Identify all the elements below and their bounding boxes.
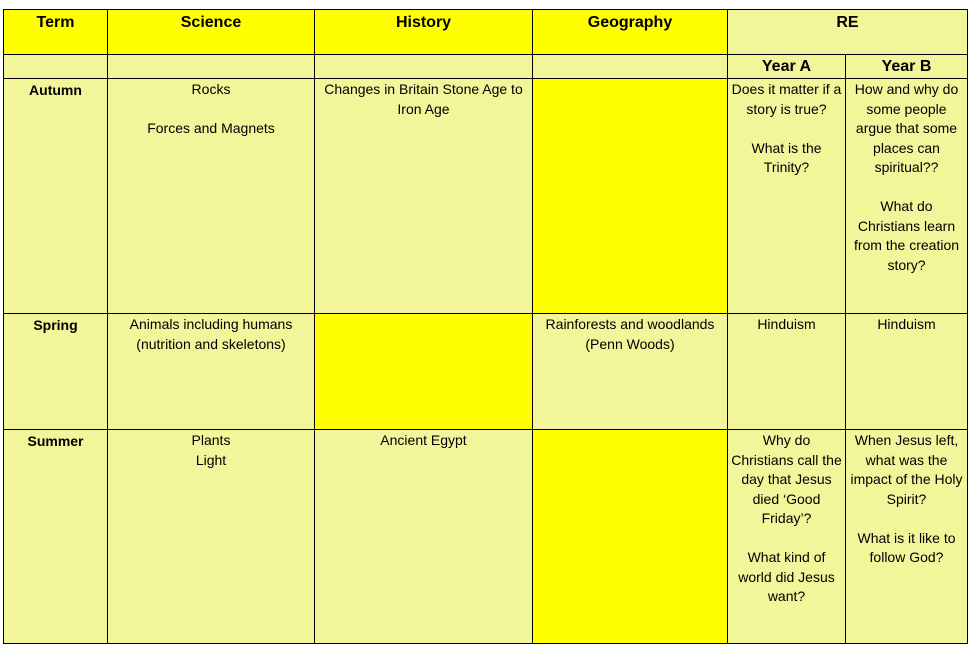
subheader-history-empty [315, 55, 533, 79]
autumn-history-line: Changes in Britain Stone Age to Iron Age [324, 81, 523, 117]
header-science: Science [108, 10, 315, 55]
summer-re-a-line: Why do Christians call the day that Jesus died ‘Good Friday’? [731, 432, 842, 526]
subheader-row [4, 55, 968, 79]
autumn-re-year-b [846, 79, 968, 314]
row-summer [4, 430, 968, 644]
term-summer: Summer [4, 430, 108, 644]
autumn-science-line: Forces and Magnets [147, 120, 275, 136]
summer-history-line: Ancient Egypt [380, 432, 467, 448]
autumn-re-b-line: How and why do some people argue that some places can spiritual?? [854, 81, 959, 175]
curriculum-table [3, 9, 968, 644]
summer-re-b-line: When Jesus left, what was the impact of the Holy Spirit? [850, 432, 963, 507]
autumn-re-a-line: What is the Trinity? [751, 139, 822, 175]
autumn-re-a-line: Does it matter if a story is true? [731, 81, 842, 117]
spring-geography-line: Rainforests and woodlands (Penn Woods) [545, 316, 715, 352]
subheader-science-empty [108, 55, 315, 79]
row-spring [4, 314, 968, 430]
autumn-science [108, 79, 315, 314]
subheader-term-empty [4, 55, 108, 79]
term-autumn: Autumn [4, 79, 108, 314]
header-geography: Geography [533, 10, 728, 55]
autumn-re-year-a [728, 79, 846, 314]
row-autumn [4, 79, 968, 314]
term-spring: Spring [4, 314, 108, 430]
re-year-b-label: Year B [846, 55, 968, 79]
spring-re-year-a [728, 314, 846, 430]
spring-re-a-line: Hinduism [757, 316, 816, 332]
autumn-history [315, 79, 533, 314]
summer-re-b-line: What is it like to follow God? [857, 529, 956, 565]
summer-re-a-line: What kind of world did Jesus want? [738, 549, 835, 604]
summer-history [315, 430, 533, 644]
spring-science-line: Animals including humans (nutrition and skeletons) [129, 316, 293, 352]
autumn-re-b-line: What do Christians learn from the creation story? [853, 198, 960, 273]
summer-science [108, 430, 315, 644]
spring-re-year-b [846, 314, 968, 430]
spring-geography [533, 314, 728, 430]
header-term: Term [4, 10, 108, 55]
summer-re-year-b [846, 430, 968, 644]
summer-science-line: Light [195, 451, 227, 468]
summer-science-line: Plants [191, 432, 231, 448]
spring-history-empty [315, 314, 533, 430]
header-history: History [315, 10, 533, 55]
header-row [4, 10, 968, 55]
spring-re-b-line: Hinduism [877, 316, 936, 332]
subheader-geography-empty [533, 55, 728, 79]
autumn-geography-empty [533, 79, 728, 314]
re-year-a-label: Year A [728, 55, 846, 79]
summer-re-year-a [728, 430, 846, 644]
summer-geography-empty [533, 430, 728, 644]
spring-science [108, 314, 315, 430]
header-re: RE [728, 10, 968, 55]
autumn-science-line: Rocks [191, 81, 231, 97]
